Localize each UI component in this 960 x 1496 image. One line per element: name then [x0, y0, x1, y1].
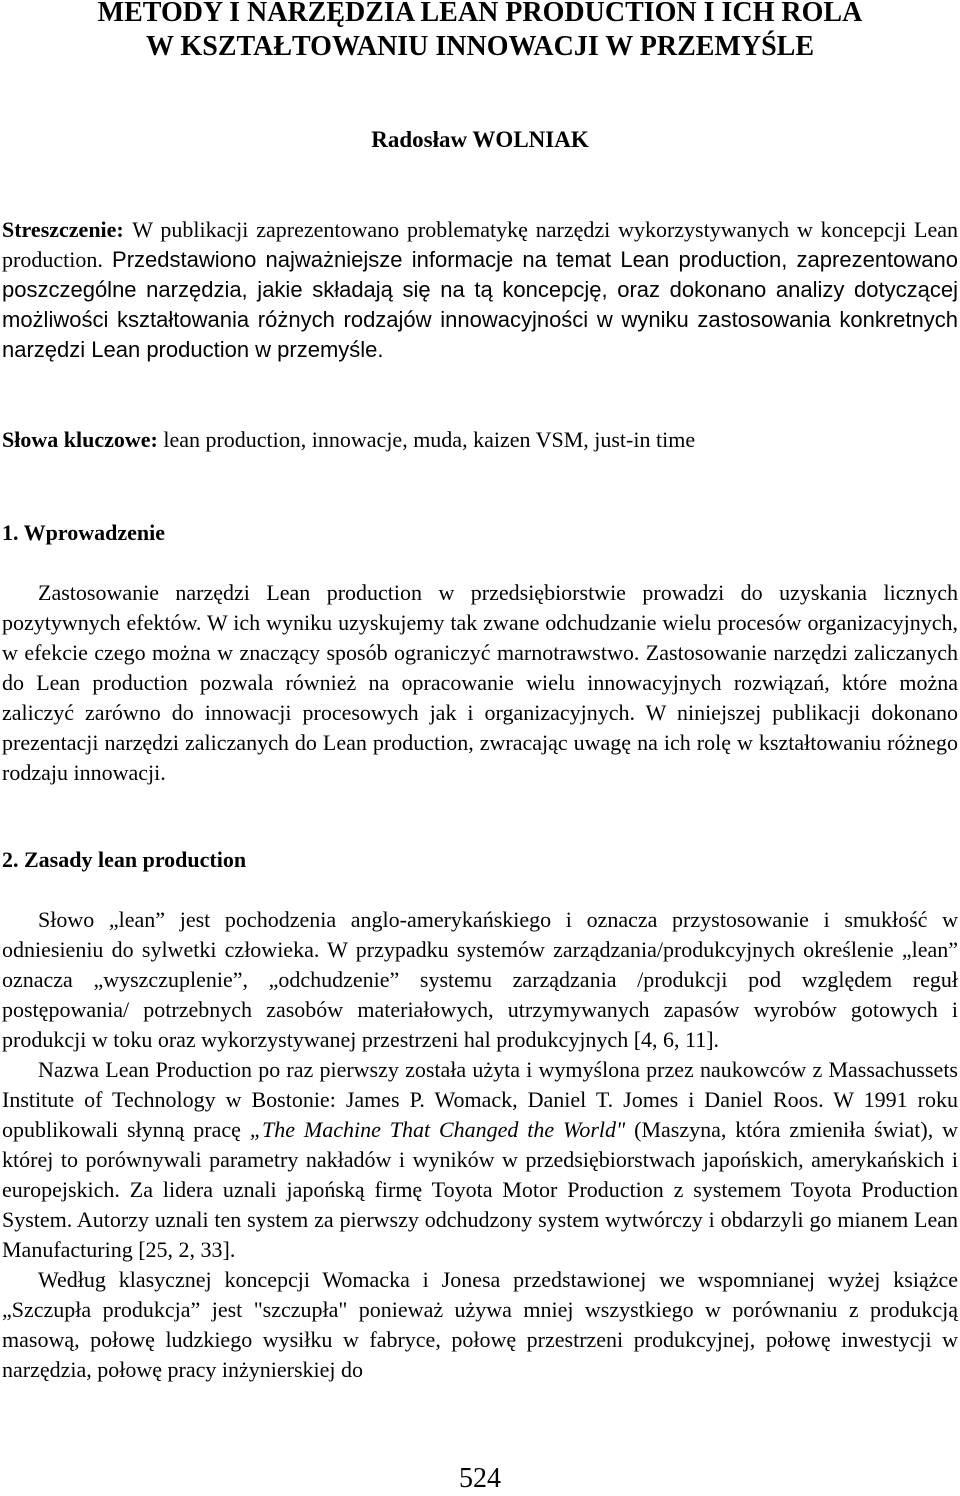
- author-name: Radosław WOLNIAK: [371, 127, 589, 152]
- section-1-paragraph: Zastosowanie narzędzi Lean production w przedsiębiorstwie prowadzi do uzyskania licznych pozytywnych efektów. W ich wyniku uzyskujemy tak zwane odchudzanie wielu procesów organizacyjnych, w efekcie czego można w znaczący sposób ograniczyć marnotrawstwo. Zastosowanie narzędzi zaliczanych do Lean production pozwala również na opracowanie wielu innowacyjnych rozwiązań, które można zaliczyć zarówno do innowacji procesowych jak i organizacyjnych. W niniejszej publikacji dokonano prezentacji narzędzi zaliczanych do Lean production, zwracając uwagę na ich rolę w kształtowaniu różnego rodzaju innowacji.: [2, 580, 958, 785]
- abstract-text: Przedstawiono najważniejsze informacje na temat Lean production, zaprezentowano poszczególne narzędzia, jakie składają się na tą koncepcję, oraz dokonano analizy dotyczącej możliwości kształtowania różnych rodzajów innowacyjności w wyniku zastosowania konkretnych narzędzi Lean production w przemyśle.: [2, 247, 958, 362]
- paragraph-2-before: Nazwa Lean Production po raz pierwszy została użyta i wymyślona przez naukowców z Massachussets Institute of Technology w Bostonie: James P. Womack, Daniel T. Jomes i Daniel Roos. W 1991 roku opublikowali słynną pracę: [2, 1057, 958, 1142]
- title-line-2: W KSZTAŁTOWANIU INNOWACJI W PRZEMYŚLE: [145, 31, 814, 62]
- abstract: [2, 215, 958, 365]
- paper-title: [0, 0, 960, 64]
- abstract-lead: W publikacji zaprezentowano problematykę narzędzi wykorzystywanych w koncepcji Lean production.: [2, 217, 958, 272]
- paragraph-2-after: (Maszyna, która zmieniła świat), w której to porównywali parametry nakładów i wyników w przedsiębiorstwach japońskich, amerykańskich i europejskich. Za lidera uznali japońską firmę Toyota Motor Production z systemem Toyota Production System. Autorzy uznali ten system za pierwszy odchudzony system wytwórczy i obdarzyli go mianem Lean Manufacturing [25, 2, 33].: [2, 1117, 958, 1262]
- abstract-label: Streszczenie:: [2, 217, 124, 242]
- keywords: [2, 425, 958, 455]
- section-2-paragraph-1: Słowo „lean” jest pochodzenia anglo-amerykańskiego i oznacza przystosowanie i smukłość w odniesieniu do sylwetki człowieka. W przypadku systemów zarządzania/produkcyjnych określenie „lean” oznacza „wyszczuplenie”, „odchudzenie” systemu zarządzania /produkcji pod względem reguł postępowania/ potrzebnych zasobów materiałowych, utrzymywanych zapasów wyrobów gotowych i produkcji w toku oraz wykorzystywanej przestrzeni hal produkcyjnych [4, 6, 11].: [2, 907, 958, 1052]
- section-2-paragraph-2: [2, 1055, 958, 1265]
- title-line-1: METODY I NARZĘDZIA LEAN PRODUCTION I ICH ROLA: [97, 0, 863, 28]
- section-1-heading: 1. Wprowadzenie: [2, 520, 165, 545]
- section-1-body: [2, 578, 958, 788]
- section-2-heading: 2. Zasady lean production: [2, 847, 247, 872]
- book-title: „The Machine That Changed the World": [249, 1117, 626, 1142]
- keywords-label: Słowa kluczowe:: [2, 427, 158, 452]
- section-2-paragraph-3: Według klasycznej koncepcji Womacka i Jonesa przedstawionej we wspomnianej wyżej książce „Szczupła produkcja” jest "szczupła" ponieważ używa mniej wszystkiego w porównaniu z produkcją masową, połowę ludzkiego wysiłku w fabryce, połowę przestrzeni produkcyjnej, połowę inwestycji w narzędzia, połowę pracy inżynierskiej do: [2, 1267, 958, 1382]
- section-2-body: [2, 905, 958, 1385]
- keywords-text: lean production, innowacje, muda, kaizen VSM, just-in time: [163, 427, 696, 452]
- page-number: 524: [459, 1463, 501, 1494]
